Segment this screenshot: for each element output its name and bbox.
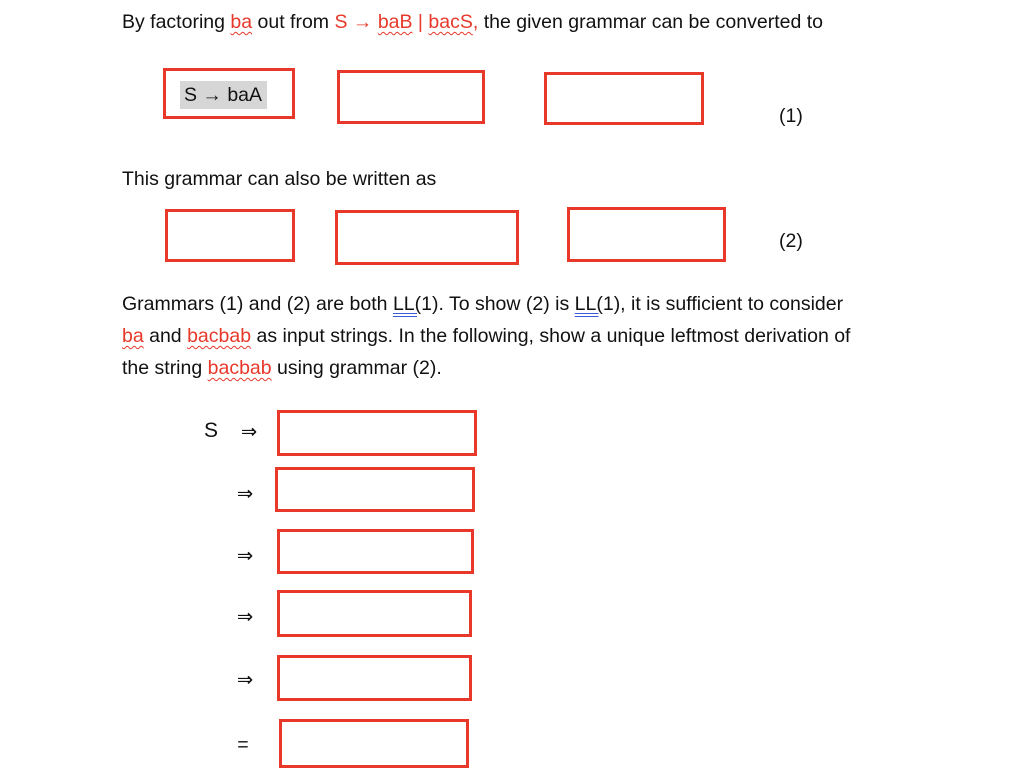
intro-line <box>122 6 823 38</box>
paragraph-text: Grammars (1) and (2) are both <box>122 293 393 315</box>
derivation-start-symbol: S <box>204 419 219 442</box>
intro-text-after: the given grammar can be converted to <box>478 11 823 33</box>
also-text: This grammar can also be written as <box>122 168 437 190</box>
ll-term-2: LL( <box>574 293 603 315</box>
input-string-ba: ba <box>122 325 144 347</box>
grammar1-box-3[interactable] <box>544 72 704 125</box>
target-string-bacbab: bacbab <box>207 357 272 379</box>
grammar1-box-1-value: S → baA <box>180 81 267 109</box>
paragraph-line-3 <box>122 352 850 384</box>
rule-comma: , <box>472 11 479 33</box>
grammar1-box-2[interactable] <box>337 70 485 124</box>
rule-separator: | <box>412 11 429 33</box>
derivation-box-final[interactable] <box>279 719 469 768</box>
paragraph-text: 1), it is sufficient to consider <box>602 293 844 315</box>
derivation-arrow-5: ⇒ <box>236 669 254 691</box>
factor-string: ba <box>230 11 253 33</box>
derivation-box-5[interactable] <box>277 655 472 701</box>
grammar2-label: (2) <box>779 230 803 252</box>
derivation-box-4[interactable] <box>277 590 472 637</box>
derivation-arrow-4: ⇒ <box>236 606 254 628</box>
intro-text-before: By factoring <box>122 11 231 33</box>
ll-term-1: LL( <box>392 293 422 315</box>
derivation-box-2[interactable] <box>275 467 475 512</box>
paragraph-text: as input strings. In the following, show a unique leftmost derivation of <box>251 325 851 347</box>
grammar2-box-2[interactable] <box>335 210 519 265</box>
paragraph-text: 1). To show (2) is <box>421 293 575 315</box>
derivation-arrow-1: ⇒ <box>240 421 258 443</box>
derivation-arrow-2: ⇒ <box>236 483 254 505</box>
grammar2-box-3[interactable] <box>567 207 726 262</box>
grammar1-box-1[interactable] <box>163 68 295 119</box>
rule-lhs: S → <box>334 11 378 33</box>
paragraph-line-1 <box>122 288 850 320</box>
grammar1-label: (1) <box>779 105 803 127</box>
grammar2-box-1[interactable] <box>165 209 295 262</box>
rule-alt-2: bacS <box>428 11 473 33</box>
paragraph-line-2 <box>122 320 850 352</box>
derivation-box-1[interactable] <box>277 410 477 456</box>
derivation-equals: = <box>237 734 249 756</box>
paragraph-text: and <box>143 325 188 347</box>
derivation-arrow-3: ⇒ <box>236 545 254 567</box>
explanation-paragraph <box>122 288 850 384</box>
paragraph-text: the string <box>122 357 208 379</box>
intro-text-mid: out from <box>252 11 335 33</box>
input-string-bacbab: bacbab <box>187 325 252 347</box>
paragraph-text: using grammar (2). <box>271 357 442 379</box>
derivation-box-3[interactable] <box>277 529 474 574</box>
rule-alt-1: baB <box>377 11 413 33</box>
